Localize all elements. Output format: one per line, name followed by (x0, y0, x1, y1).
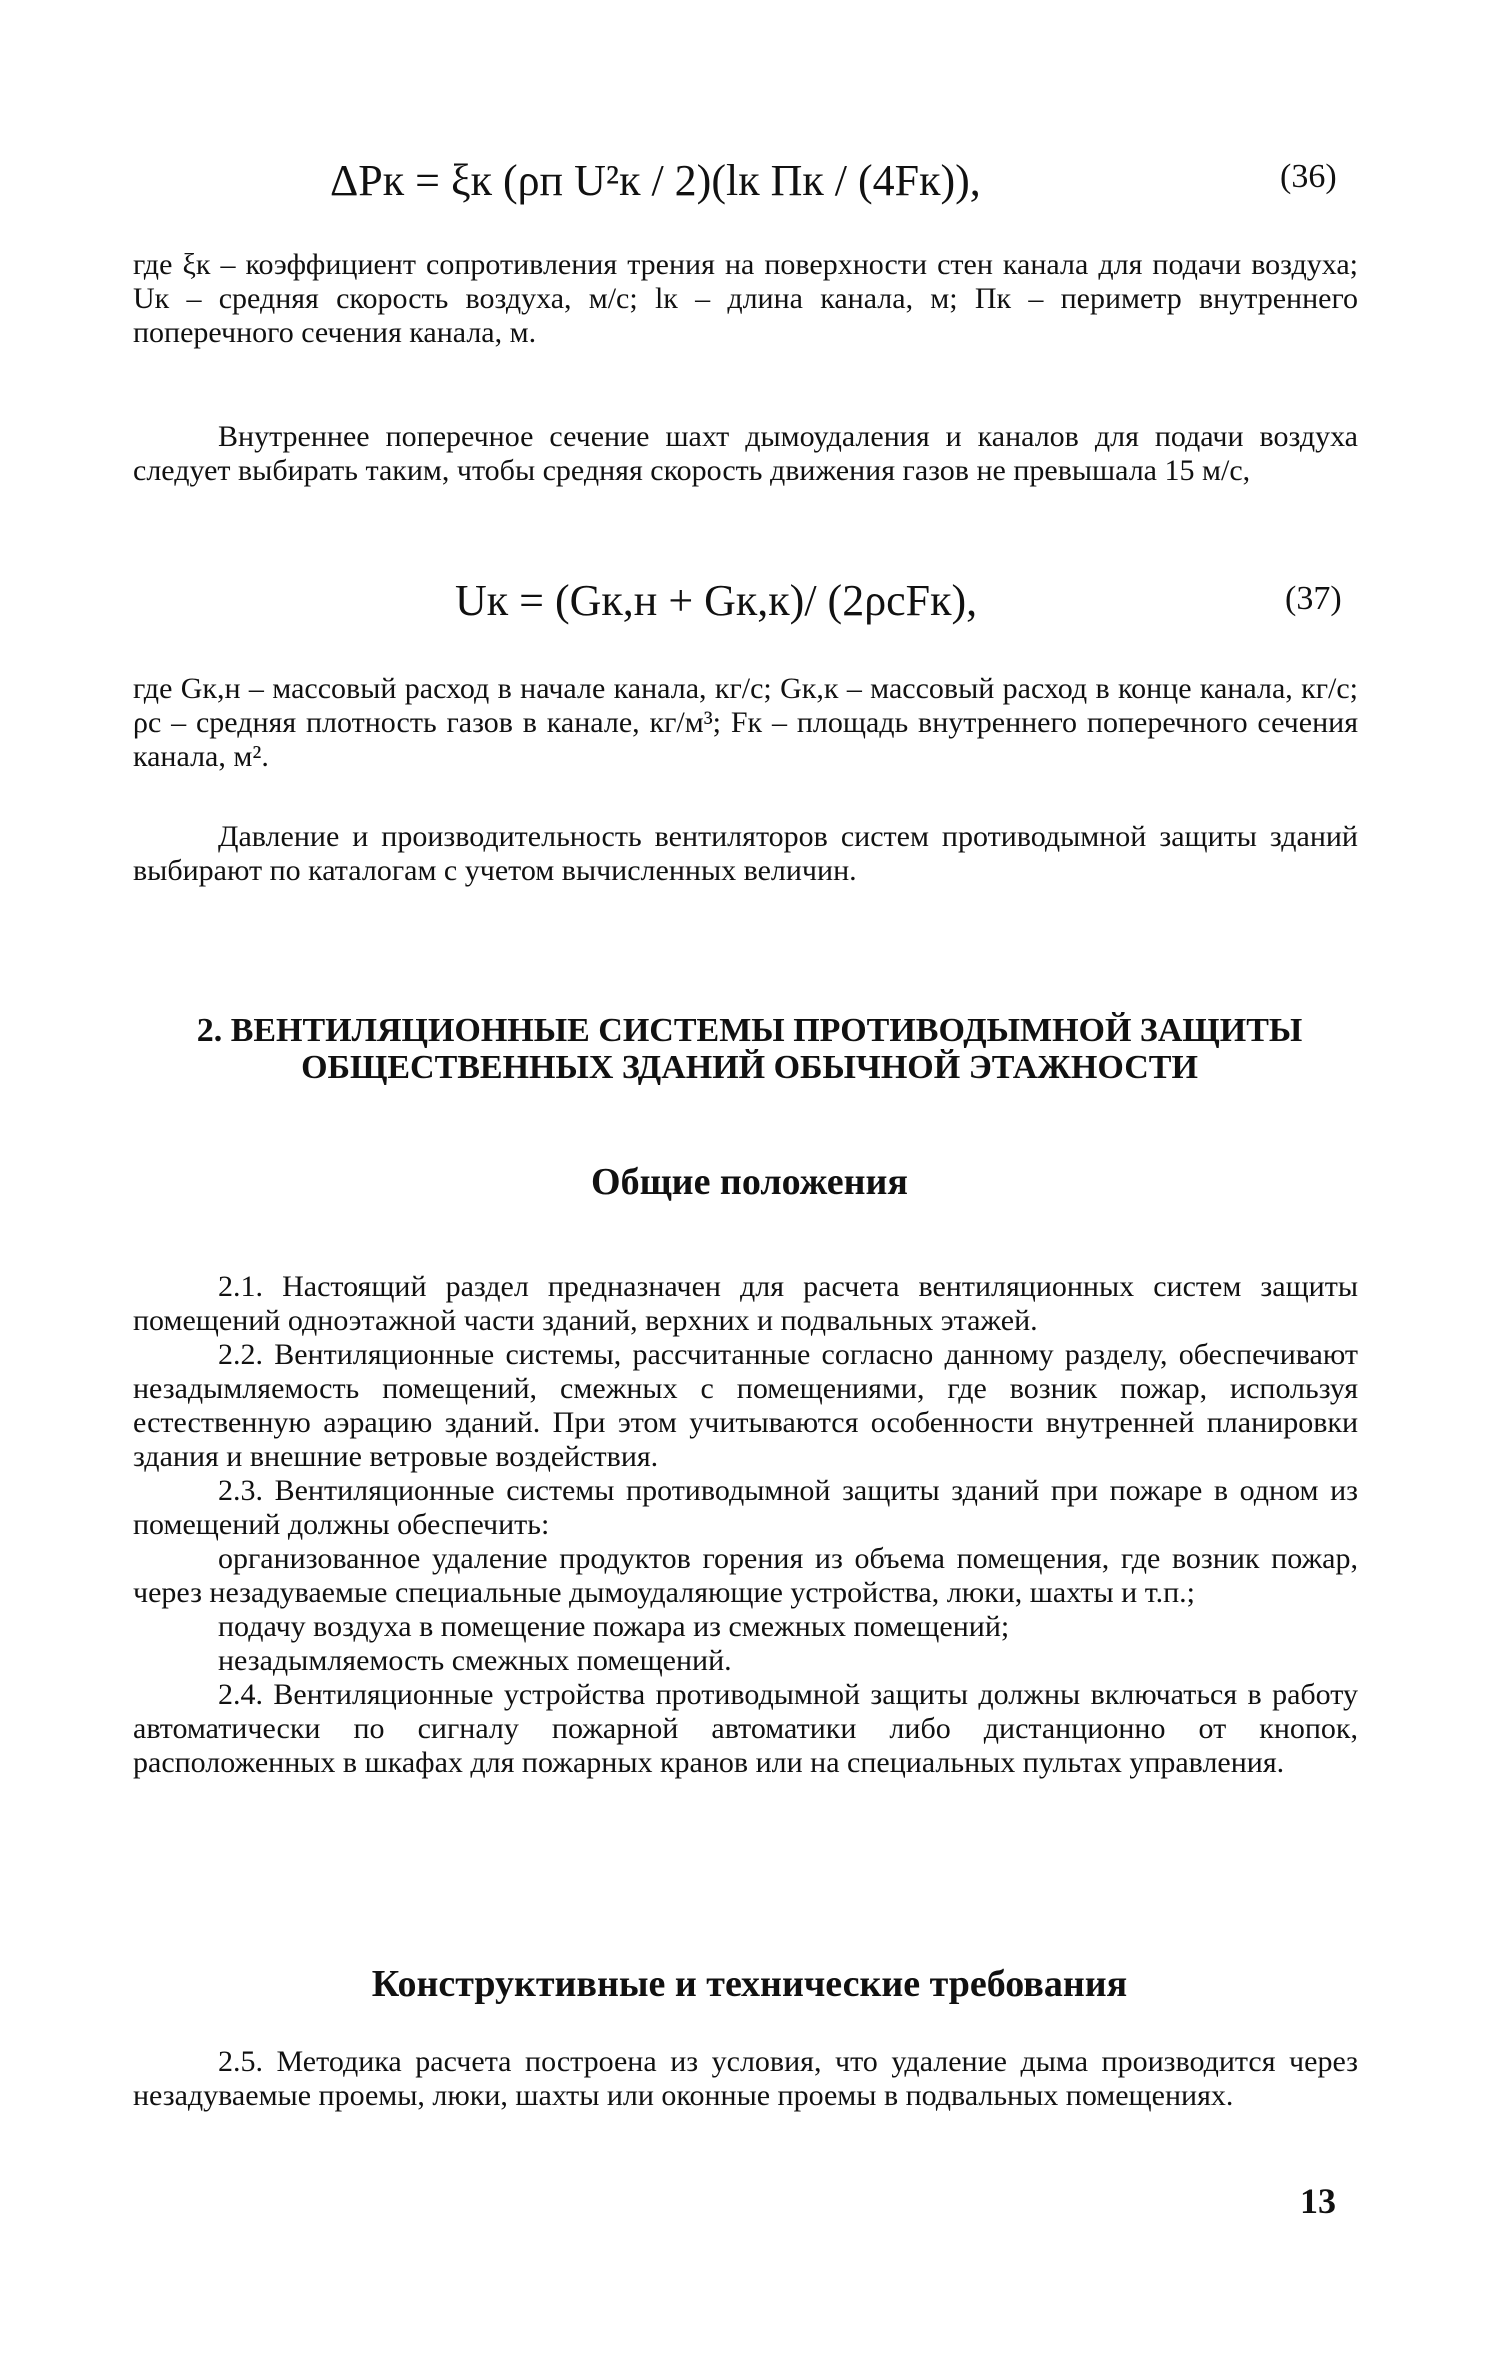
formula-36-number: (36) (1280, 158, 1337, 195)
subsection-technical-title: Конструктивные и технические требования (371, 1963, 1128, 2005)
paragraph-2-3: 2.3. Вентиляционные системы противодымной защиты зданий при пожаре в одном из помещений должны обеспечить: (133, 1474, 1358, 1541)
cross-section-block (133, 420, 1358, 488)
where-36-paragraph: где ξк – коэффициент сопротивления трения на поверхности стен канала для подачи воздуха; Uк – средняя скорость воздуха, м/с; lк – длина канала, м; Пк – периметр внутреннего поперечного сечения канала, м. (133, 248, 1358, 349)
section-2-title (0, 1012, 1499, 1086)
technical-block (133, 2045, 1358, 2113)
paragraph-2-3-item-a: организованное удаление продуктов горения из объема помещения, где возник пожар, через незадуваемые специальные дымоудаляющие устройства, люки, шахты и т.п.; (133, 1542, 1358, 1609)
formula-36-expression: ΔPк = ξк (ρп U²к / 2)(lк Пк / (4Fк)), (330, 156, 981, 205)
paragraph-2-2: 2.2. Вентиляционные системы, рассчитанные согласно данному разделу, обеспечивают незадымляемость помещений, смежных с помещениями, где возник пожар, используя естественную аэрацию зданий. При этом учитываются особенности внутренней планировки здания и внешние ветровые воздействия. (133, 1338, 1358, 1473)
formula-37 (455, 575, 977, 626)
where-36-block (133, 248, 1358, 350)
fans-block (133, 820, 1358, 888)
paragraph-2-5: 2.5. Методика расчета построена из условия, что удаление дыма производится через незадуваемые проемы, люки, шахты или оконные проемы в подвальных помещениях. (133, 2045, 1358, 2112)
page-number: 13 (1300, 2181, 1336, 2221)
paragraph-2-3-item-b: подачу воздуха в помещение пожара из смежных помещений; (218, 1610, 1010, 1643)
formula-37-number: (37) (1285, 580, 1342, 617)
where-37-block (133, 672, 1358, 774)
formula-37-expression: Uк = (Gк,н + Gк,к)/ (2ρcFк), (455, 576, 978, 625)
subsection-general-title: Общие положения (591, 1161, 908, 1203)
formula-36 (330, 155, 981, 206)
paragraph-2-3-item-c: незадымляемость смежных помещений. (218, 1644, 732, 1677)
cross-section-paragraph: Внутреннее поперечное сечение шахт дымоудаления и каналов для подачи воздуха следует выбирать таким, чтобы средняя скорость движения газов не превышала 15 м/с, (133, 420, 1358, 487)
general-provisions-block (133, 1270, 1358, 1780)
paragraph-2-4: 2.4. Вентиляционные устройства противодымной защиты должны включаться в работу автоматически по сигналу пожарной автоматики либо дистанционно от кнопок, расположенных в шкафах для пожарных кранов или на специальных пультах управления. (133, 1678, 1358, 1779)
where-37-paragraph: где Gк,н – массовый расход в начале канала, кг/с; Gк,к – массовый расход в конце канала, кг/с; ρc – средняя плотность газов в канале, кг/м³; Fк – площадь внутреннего поперечного сечения канала, м². (133, 672, 1358, 773)
fans-paragraph: Давление и производительность вентиляторов систем противодымной защиты зданий выбирают по каталогам с учетом вычисленных величин. (133, 820, 1358, 887)
paragraph-2-1: 2.1. Настоящий раздел предназначен для расчета вентиляционных систем защиты помещений одноэтажной части зданий, верхних и подвальных этажей. (133, 1270, 1358, 1337)
section-2-title-line2: ОБЩЕСТВЕННЫХ ЗДАНИЙ ОБЫЧНОЙ ЭТАЖНОСТИ (301, 1049, 1198, 1086)
section-2-title-line1: 2. ВЕНТИЛЯЦИОННЫЕ СИСТЕМЫ ПРОТИВОДЫМНОЙ ЗАЩИТЫ (196, 1012, 1303, 1049)
